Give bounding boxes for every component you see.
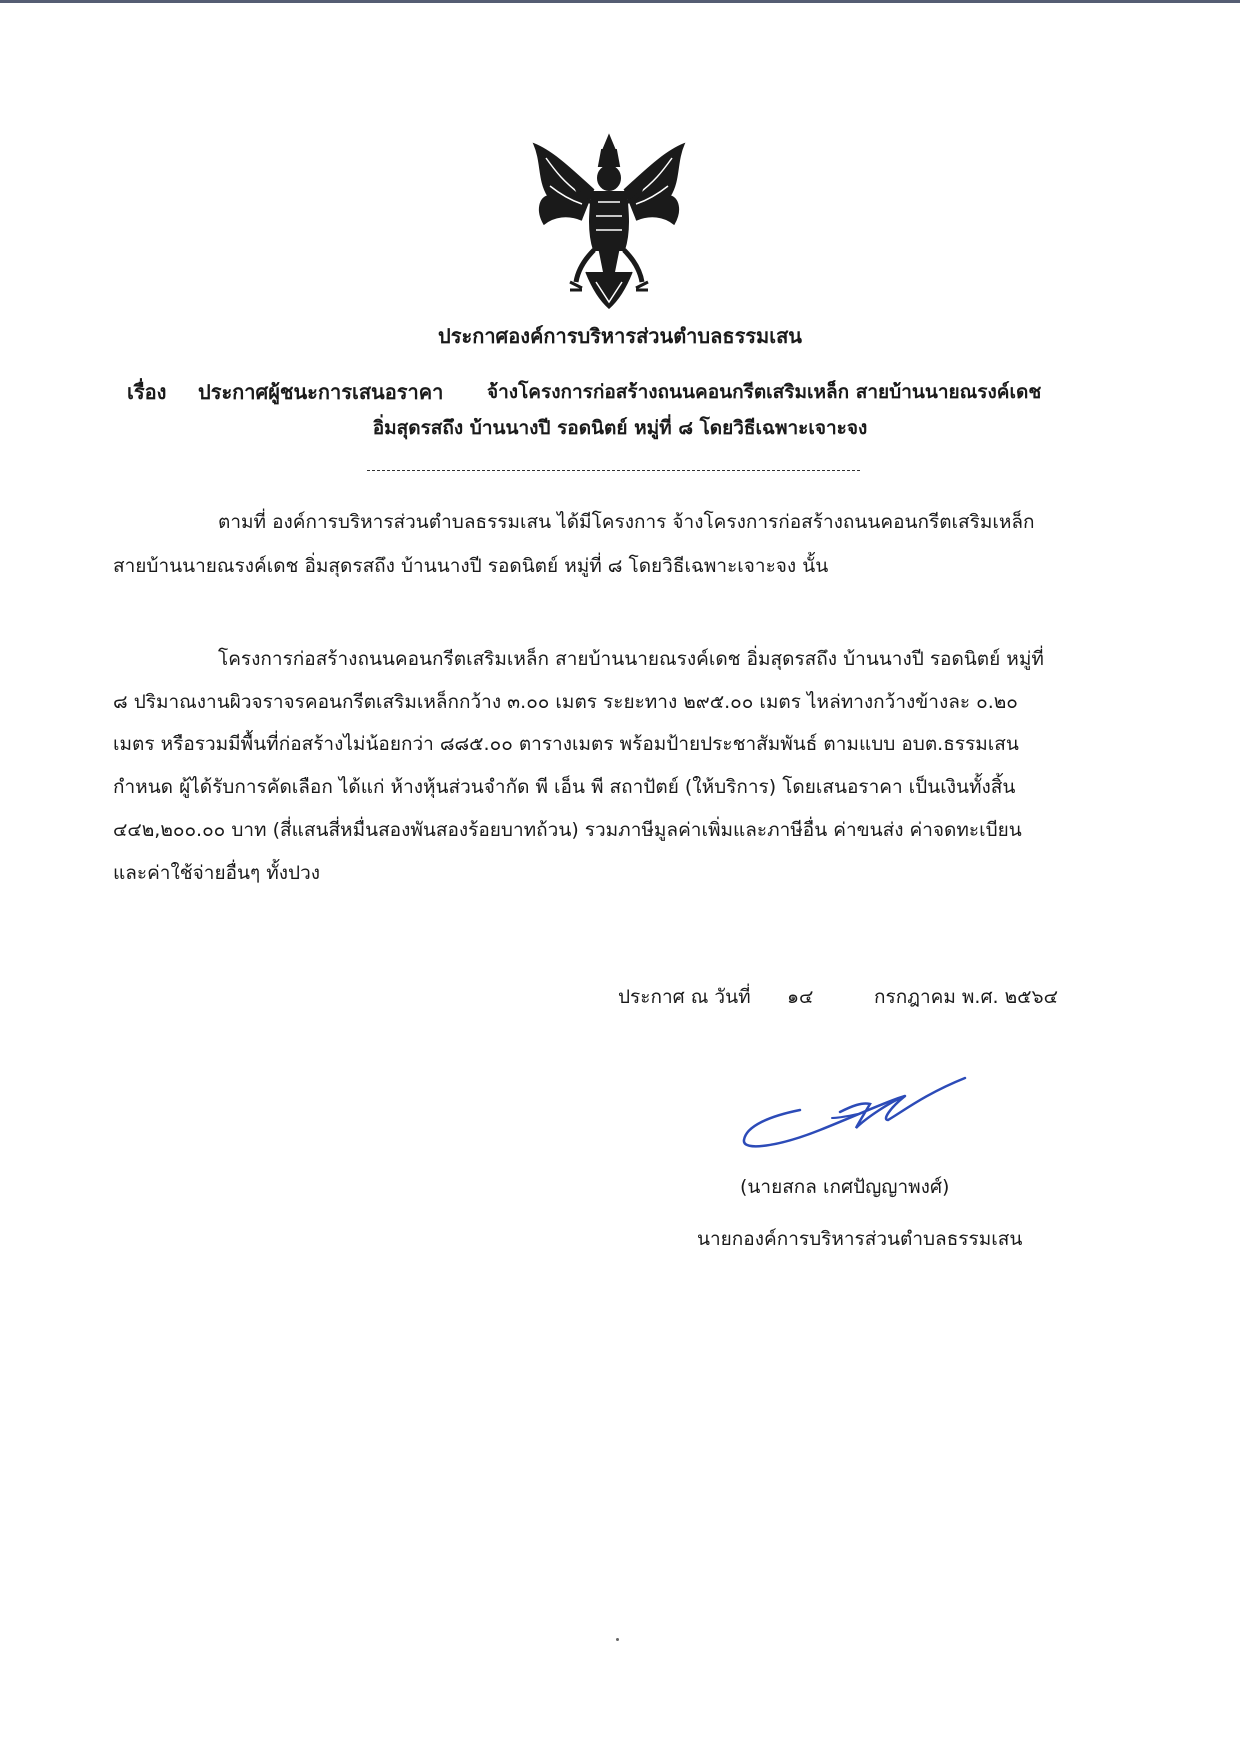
paragraph2-line5: ๔๔๒,๒๐๐.๐๐ บาท (สี่แสนสี่หมื่นสองพันสองร้อยบาทถ้วน) รวมภาษีมูลค่าเพิ่มและภาษีอื่น ค่าขนส่ง ค่าจดทะเบียน <box>113 819 1022 841</box>
subject-label: เรื่อง <box>127 380 167 404</box>
subject-detail-line2: อิ่มสุดรสถึง บ้านนางปี รอดนิตย์ หมู่ที่ ๘ โดยวิธีเฉพาะเจาะจง <box>372 417 868 439</box>
paragraph2-line6: และค่าใช้จ่ายอื่นๆ ทั้งปวง <box>113 862 321 884</box>
signatory-name: (นายสกล เกศปัญญาพงศ์) <box>740 1176 950 1198</box>
paragraph2-line3: เมตร หรือรวมมีพื้นที่ก่อสร้างไม่น้อยกว่า ๘๘๕.๐๐ ตารางเมตร พร้อมป้ายประชาสัมพันธ์ ตามแบบ อบต.ธรรมเสน <box>113 733 1019 755</box>
paragraph2-line1: โครงการก่อสร้างถนนคอนกรีตเสริมเหล็ก สายบ้านนายณรงค์เดช อิ่มสุดรสถึง บ้านนางปี รอดนิตย์ หมู่ที่ <box>218 648 1044 670</box>
date-day: ๑๔ <box>787 986 814 1008</box>
signature-icon <box>740 1072 970 1152</box>
garuda-emblem-icon <box>524 132 694 312</box>
subject-detail-line1: จ้างโครงการก่อสร้างถนนคอนกรีตเสริมเหล็ก สายบ้านนายณรงค์เดช <box>487 381 1042 403</box>
date-label: ประกาศ ณ วันที่ <box>618 986 751 1008</box>
paragraph2-line2: ๘ ปริมาณงานผิวจราจรคอนกรีตเสริมเหล็กกว้าง ๓.๐๐ เมตร ระยะทาง ๒๙๕.๐๐ เมตร ไหล่ทางกว้างข้างละ ๐.๒๐ <box>113 691 1018 713</box>
separator-dashes <box>367 470 860 471</box>
scan-dot <box>616 1638 619 1641</box>
subject-heading: ประกาศผู้ชนะการเสนอราคา <box>198 380 444 404</box>
scan-top-edge <box>0 0 1240 3</box>
paragraph1-line2: สายบ้านนายณรงค์เดช อิ่มสุดรสถึง บ้านนางปี รอดนิตย์ หมู่ที่ ๘ โดยวิธีเฉพาะเจาะจง นั้น <box>113 555 829 577</box>
signatory-position: นายกองค์การบริหารส่วนตำบลธรรมเสน <box>697 1228 1023 1250</box>
announcement-title: ประกาศองค์การบริหารส่วนตำบลธรรมเสน <box>438 324 802 348</box>
paragraph1-line1: ตามที่ องค์การบริหารส่วนตำบลธรรมเสน ได้มีโครงการ จ้างโครงการก่อสร้างถนนคอนกรีตเสริมเหล็ก <box>218 511 1035 533</box>
paragraph2-line4: กำหนด ผู้ได้รับการคัดเลือก ได้แก่ ห้างหุ้นส่วนจำกัด พี เอ็น พี สถาปัตย์ (ให้บริการ) โดยเสนอราคา เป็นเงินทั้งสิ้น <box>113 776 1016 798</box>
date-month-year: กรกฎาคม พ.ศ. ๒๕๖๔ <box>874 986 1058 1008</box>
